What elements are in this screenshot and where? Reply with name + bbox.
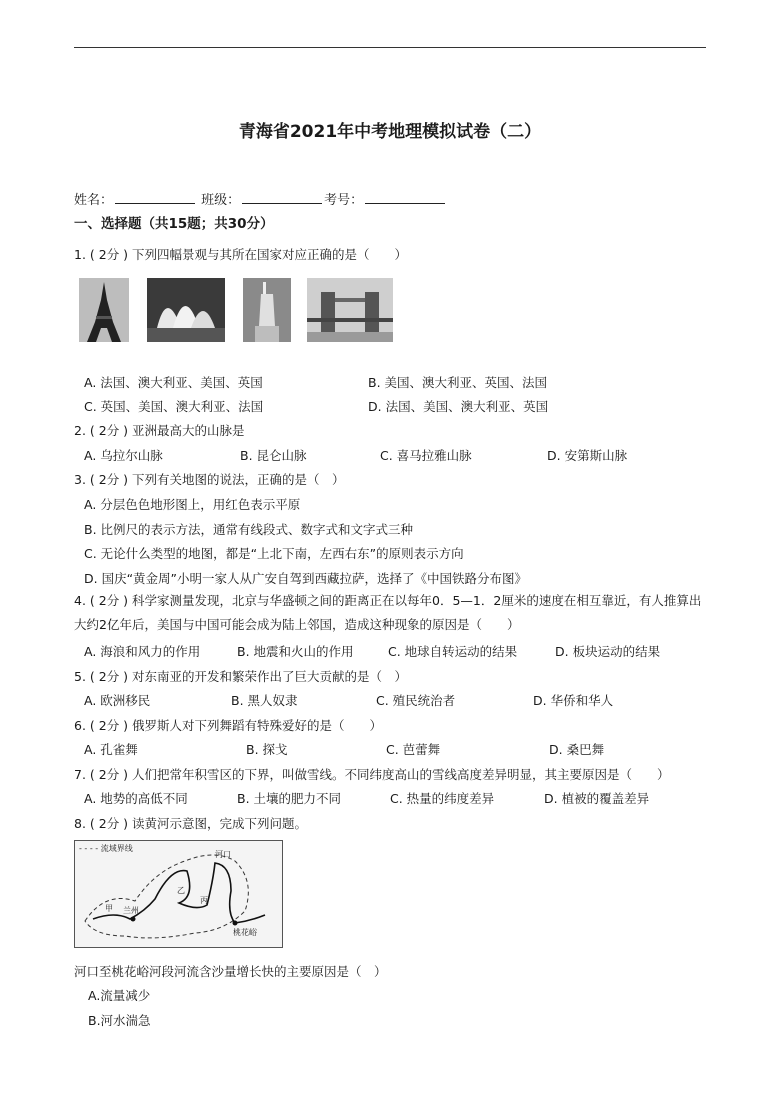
- map-label-bing: 丙: [200, 896, 208, 905]
- page-title: 青海省2021年中考地理模拟试卷（二）: [238, 122, 542, 142]
- question-stem: 6. ( 2分 ) 俄罗斯人对下列舞蹈有特殊爱好的是（ ）: [74, 718, 383, 733]
- map-label-hekou: 河口: [215, 850, 231, 859]
- name-blank[interactable]: [115, 191, 195, 204]
- map-legend: - - - - 流域界线: [79, 844, 133, 853]
- tower-bridge-image: [307, 278, 393, 342]
- yellow-river-map: [74, 840, 283, 948]
- option-c[interactable]: C. 英国、美国、澳大利亚、法国: [84, 399, 264, 414]
- option-d[interactable]: D. 安第斯山脉: [547, 448, 628, 463]
- sydney-opera-house-image: [147, 278, 225, 342]
- option-a[interactable]: A.流量减少: [88, 988, 151, 1003]
- option-d[interactable]: D. 植被的覆盖差异: [544, 791, 650, 806]
- option-a[interactable]: A. 海浪和风力的作用: [84, 644, 201, 659]
- option-d[interactable]: D. 桑巴舞: [549, 742, 605, 757]
- question-stem: 4. ( 2分 ) 科学家测量发现，北京与华盛顿之间的距离正在以每年0．5—1．2厘米的速度在相互靠近，有人推算出大约2亿年后，美国与中国可能会成为陆上邻国，造成这种现象的原因是（ ）: [74, 593, 702, 632]
- question-stem: 2. ( 2分 ) 亚洲最高大的山脉是: [74, 423, 245, 438]
- map-label-taohuayu: 桃花峪: [233, 928, 257, 937]
- option-c[interactable]: C. 无论什么类型的地图，都是“上北下南，左西右东”的原则表示方向: [84, 546, 464, 561]
- option-b[interactable]: B. 昆仑山脉: [240, 448, 307, 463]
- question-stem: 5. ( 2分 ) 对东南亚的开发和繁荣作出了巨大贡献的是（ ）: [74, 669, 408, 684]
- student-info-line: [74, 189, 447, 208]
- option-b[interactable]: B. 土壤的肥力不同: [237, 791, 342, 806]
- option-d[interactable]: D. 法国、美国、澳大利亚、英国: [368, 399, 549, 414]
- option-b[interactable]: B. 黑人奴隶: [231, 693, 298, 708]
- number-label: 考号：: [324, 193, 364, 208]
- map-label-jia: 甲: [105, 904, 113, 913]
- option-b[interactable]: B. 美国、澳大利亚、英国、法国: [368, 375, 548, 390]
- name-label: 姓名：: [74, 193, 114, 208]
- option-a[interactable]: A. 地势的高低不同: [84, 791, 188, 806]
- question-stem: 7. ( 2分 ) 人们把常年积雪区的下界，叫做雪线。不同纬度高山的雪线高度差异明显，其主要原因是（ ）: [74, 767, 670, 782]
- option-b[interactable]: B.河水湍急: [88, 1013, 151, 1028]
- option-c[interactable]: C. 地球自转运动的结果: [388, 644, 518, 659]
- option-d[interactable]: D. 华侨和华人: [533, 693, 614, 708]
- statue-of-liberty-image: [243, 278, 291, 342]
- class-label: 班级：: [201, 193, 241, 208]
- option-b[interactable]: B. 比例尺的表示方法，通常有线段式、数字式和文字式三种: [84, 522, 414, 537]
- top-rule: [74, 47, 706, 48]
- option-a[interactable]: A. 分层色色地形图上，用红色表示平原: [84, 497, 301, 512]
- option-c[interactable]: C. 喜马拉雅山脉: [380, 448, 472, 463]
- number-blank[interactable]: [365, 191, 445, 204]
- option-b[interactable]: B. 探戈: [246, 742, 288, 757]
- question-stem: 3. ( 2分 ) 下列有关地图的说法，正确的是（ ）: [74, 472, 345, 487]
- question-stem: 8. ( 2分 ) 读黄河示意图，完成下列问题。: [74, 816, 308, 831]
- option-d[interactable]: D. 国庆“黄金周”小明一家人从广安自驾到西藏拉萨，选择了《中国铁路分布图》: [84, 571, 528, 586]
- option-a[interactable]: A. 乌拉尔山脉: [84, 448, 163, 463]
- option-d[interactable]: D. 板块运动的结果: [555, 644, 661, 659]
- eiffel-tower-image: [79, 278, 129, 342]
- option-a[interactable]: A. 法国、澳大利亚、美国、英国: [84, 375, 263, 390]
- class-blank[interactable]: [242, 191, 322, 204]
- section-title: 一、选择题（共15题；共30分）: [74, 216, 274, 232]
- option-b[interactable]: B. 地震和火山的作用: [237, 644, 354, 659]
- map-label-lanzhou: 兰州: [123, 906, 139, 915]
- option-c[interactable]: C. 热量的纬度差异: [390, 791, 495, 806]
- question-sub-stem: 河口至桃花峪河段河流含沙量增长快的主要原因是（ ）: [74, 964, 387, 979]
- option-a[interactable]: A. 孔雀舞: [84, 742, 138, 757]
- map-label-yi: 乙: [177, 886, 185, 895]
- option-c[interactable]: C. 殖民统治者: [376, 693, 456, 708]
- option-a[interactable]: A. 欧洲移民: [84, 693, 151, 708]
- option-c[interactable]: C. 芭蕾舞: [386, 742, 441, 757]
- question-stem: 1. ( 2分 ) 下列四幅景观与其所在国家对应正确的是（ ）: [74, 247, 408, 262]
